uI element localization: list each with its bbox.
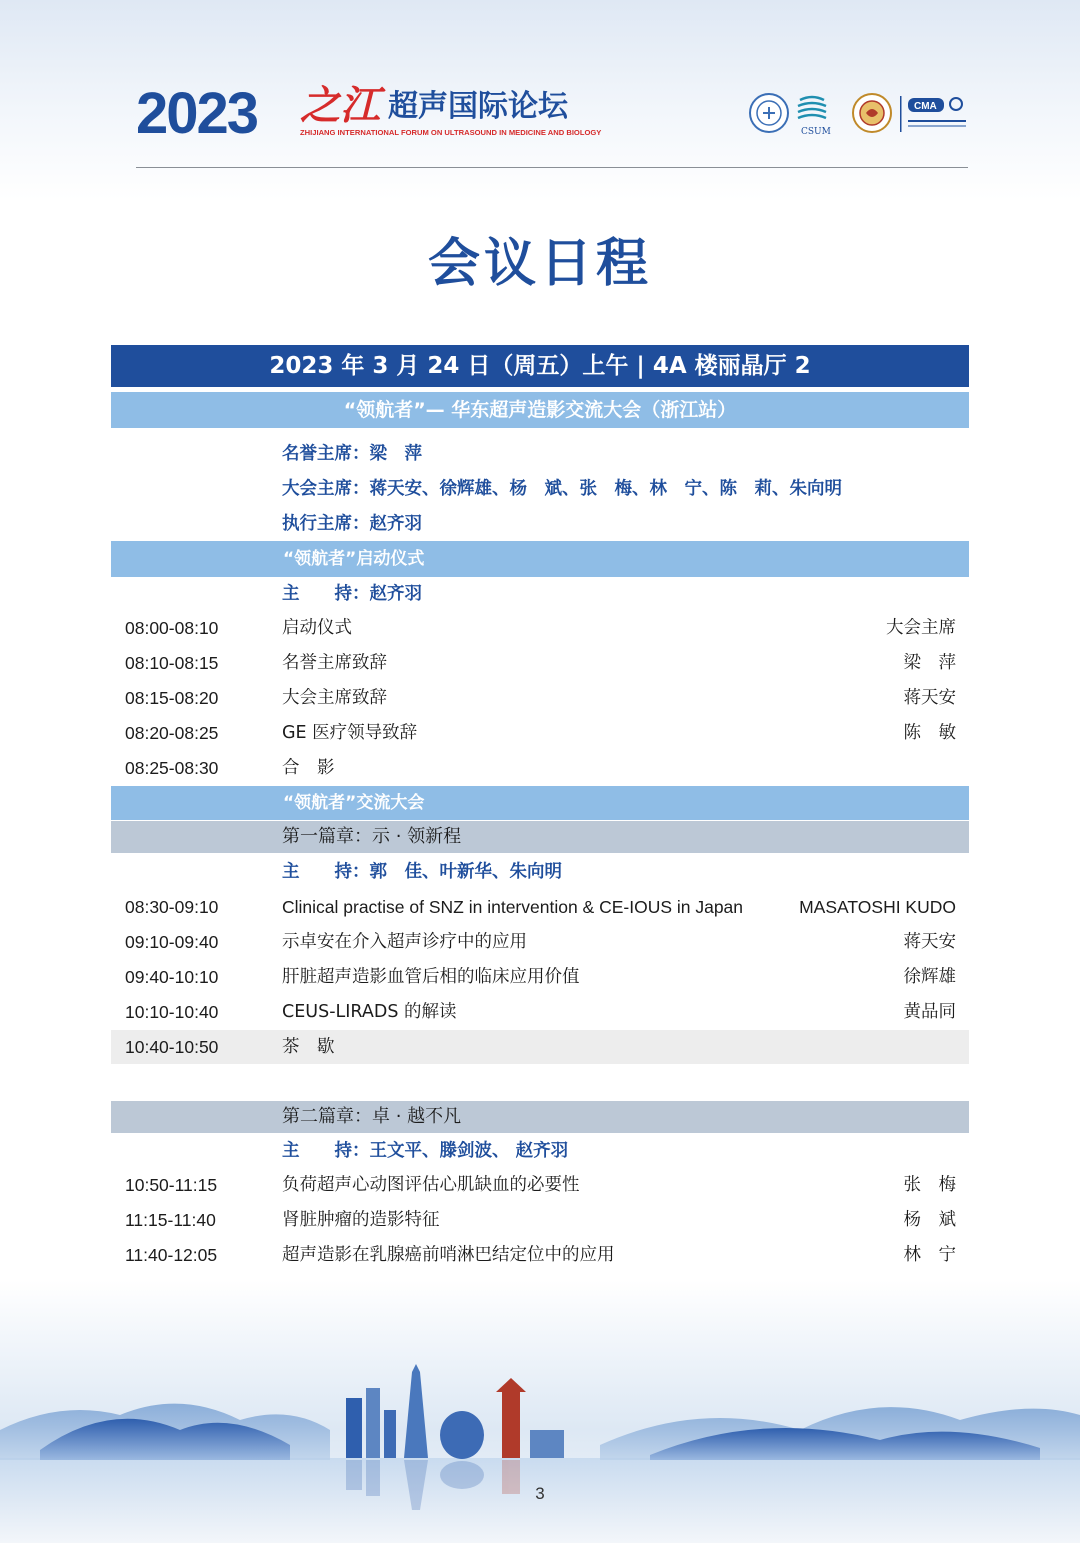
schedule-row [111,646,969,680]
conference-title-bar: “领航者”— 华东超声造影交流大会（浙江站） [111,392,969,428]
session-speaker: 大会主席 [886,618,956,638]
schedule-row [111,960,969,994]
session-speaker: 徐辉雄 [903,967,956,987]
general-chairs: 大会主席：蒋天安、徐辉雄、杨 斌、张 梅、林 宁、陈 莉、朱向明 [282,479,842,499]
session-time: 08:00-08:10 [125,618,219,638]
session-title: 大会主席致辞 [282,688,387,708]
session-time: 10:50-11:15 [125,1175,218,1195]
executive-chair: 执行主席：赵齐羽 [282,514,422,534]
session-time: 08:20-08:25 [125,723,219,743]
schedule-row [111,1203,969,1237]
honorary-chair: 名誉主席：梁 萍 [282,444,422,464]
header-divider [136,167,968,168]
session-time: 09:10-09:40 [125,932,219,952]
page-number: 3 [535,1484,545,1503]
session-time: 10:10-10:40 [125,1002,219,1022]
session-title: 负荷超声心动图评估心肌缺血的必要性 [282,1175,580,1195]
session-time: 11:40-12:05 [125,1245,218,1265]
session-title: 肝脏超声造影血管后相的临床应用价值 [282,967,580,987]
opening-ceremony-bar: “领航者”启动仪式 [111,541,969,577]
session-time: 08:30-09:10 [125,897,219,917]
csum-logo-icon [798,97,831,137]
forum-brand-calligraphy: 之江 [300,82,380,129]
session-title: GE 医疗领导致辞 [282,723,418,743]
session-speaker: 张 梅 [903,1175,956,1195]
schedule-row [111,1238,969,1272]
session-title: Clinical practise of SNZ in intervention & CE-IOUS in Japan [282,897,744,917]
session-date-header: 2023 年 3 月 24 日（周五）上午 | 4A 楼丽晶厅 2 [111,345,969,387]
session-title: 启动仪式 [282,618,352,638]
chapter-one-hosts: 主 持：郭 佳、叶新华、朱向明 [282,862,562,882]
session-time: 08:15-08:20 [125,688,219,708]
session-time: 10:40-10:50 [125,1037,219,1057]
session-speaker: 杨 斌 [903,1210,956,1230]
logo-divider [900,96,902,132]
session-speaker: 林 宁 [903,1245,956,1265]
schedule-row [111,925,969,959]
sponsor-logos [748,90,970,138]
schedule-row [111,1168,969,1202]
session-title: 名誉主席致辞 [282,653,387,673]
schedule-row [111,995,969,1029]
medical-association-seal-icon [853,94,891,132]
page-title: 会议日程 [427,234,652,294]
schedule-row [111,751,969,785]
exchange-conference-bar: “领航者”交流大会 [111,786,969,820]
session-speaker: 黄品同 [903,1002,956,1022]
chapter-two-hosts: 主 持：王文平、滕剑波、 赵齐羽 [282,1141,569,1161]
session-speaker: 梁 萍 [903,653,956,673]
session-title: 肾脏肿瘤的造影特征 [282,1210,440,1230]
forum-brand-english: ZHIJIANG INTERNATIONAL FORUM ON ULTRASOUND IN MEDICINE AND BIOLOGY [300,128,602,137]
session-speaker: MASATOSHI KUDO [799,897,956,917]
session-title: 示卓安在介入超声诊疗中的应用 [282,932,527,952]
association-seal-icon [750,94,788,132]
schedule-row [111,611,969,645]
schedule-row [111,716,969,750]
svg-text:CMA: CMA [914,101,937,112]
page-header [0,0,1080,180]
session-title: CEUS-LIRADS 的解读 [282,1002,457,1022]
session-speaker: 蒋天安 [903,932,956,952]
session-time: 09:40-10:10 [125,967,219,987]
schedule-row [111,681,969,715]
session-speaker: 陈 敏 [903,723,956,743]
forum-year: 2023 [136,81,258,146]
session-time: 08:10-08:15 [125,653,219,673]
chapter-two-bar: 第二篇章：卓 · 越不凡 [111,1101,969,1133]
session-speaker: 蒋天安 [903,688,956,708]
opening-host: 主 持：赵齐羽 [282,584,422,604]
tea-break-row [111,1030,969,1064]
schedule-row [111,890,969,924]
svg-text:CSUM: CSUM [801,127,831,137]
session-title: 茶 歇 [282,1037,335,1057]
forum-brand-title: 超声国际论坛 [388,89,568,124]
session-title: 合 影 [282,758,335,778]
chapter-one-bar: 第一篇章：示 · 领新程 [111,821,969,853]
cma-logo-icon [908,98,966,127]
session-time: 08:25-08:30 [125,758,219,778]
session-time: 11:15-11:40 [125,1210,216,1230]
session-title: 超声造影在乳腺癌前哨淋巴结定位中的应用 [282,1245,615,1265]
